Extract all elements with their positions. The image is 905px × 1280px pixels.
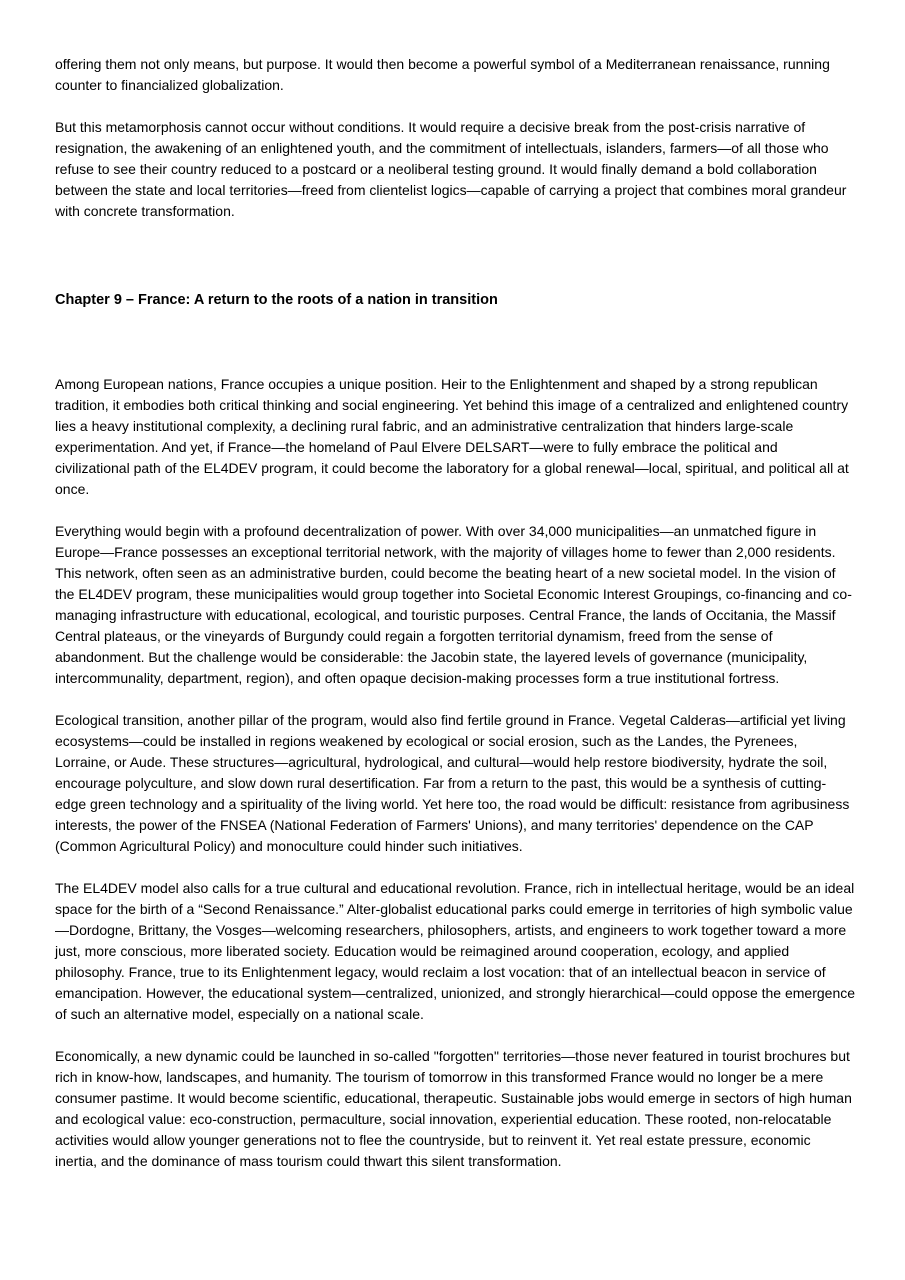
paragraph: offering them not only means, but purpose. It would then become a powerful symbol of a Mediterranean renaissance, running counter to financialized globalization. [55,56,830,93]
paragraph: But this metamorphosis cannot occur without conditions. It would require a decisive break from the post-crisis narrative of resignation, the awakening of an enlightened youth, and the commitment of intellectuals, islanders, farmers—of all those who refuse to see their country reduced to a postcard or a neoliberal testing ground. It would finally demand a bold collaboration between the state and local territories—freed from clientelist logics—capable of carrying a project that combines moral grandeur with concrete transformation. [55,119,847,219]
paragraph: The EL4DEV model also calls for a true cultural and educational revolution. France, rich in intellectual heritage, would be an ideal space for the birth of a “Second Renaissance.” Alter-globalist educational parks could emerge in territories of high symbolic value—Dordogne, Brittany, the Vosges—welcoming researchers, philosophers, artists, and engineers to work together toward a more just, more conscious, more liberated society. Education would be reimagined around cooperation, ecology, and applied philosophy. France, true to its Enlightenment legacy, would reclaim a lost vocation: that of an intellectual beacon in service of emancipation. However, the educational system—centralized, unionized, and strongly hierarchical—could oppose the emergence of such an alternative model, especially on a national scale. [55,880,856,1022]
paragraph: Among European nations, France occupies a unique position. Heir to the Enlightenment and shaped by a strong republican tradition, it embodies both critical thinking and social engineering. Yet behind this image of a centralized and enlightened country lies a heavy institutional complexity, a declining rural fabric, and an administrative centralization that hinders large-scale experimentation. And yet, if France—the homeland of Paul Elvere DELSART—were to fully embrace the political and civilizational path of the EL4DEV program, it could become the laboratory for a global renewal—local, spiritual, and political all at once. [55,376,849,497]
paragraph: Everything would begin with a profound decentralization of power. With over 34,000 municipalities—an unmatched figure in Europe—France possesses an exceptional territorial network, with the majority of villages home to fewer than 2,000 residents. This network, often seen as an administrative burden, could become the beating heart of a new societal model. In the vision of the EL4DEV program, these municipalities would group together into Societal Economic Interest Groupings, co-financing and co-managing infrastructure with educational, ecological, and touristic purposes. Central France, the lands of Occitania, the Massif Central plateaus, or the vineyards of Burgundy could regain a forgotten territorial dynamism, freed from the sense of abandonment. But the challenge would be considerable: the Jacobin state, the layered levels of governance (municipality, intercommunality, department, region), and often opaque decision-making processes form a true institutional fortress. [55,523,852,686]
paragraph: Economically, a new dynamic could be launched in so-called "forgotten" territories—those never featured in tourist brochures but rich in know-how, landscapes, and humanity. The tourism of tomorrow in this transformed France would no longer be a mere consumer pastime. It would become scientific, educational, therapeutic. Sustainable jobs would emerge in sectors of high human and ecological value: eco-construction, permaculture, social innovation, experiential education. These rooted, non-relocatable activities would allow younger generations not to flee the countryside, but to reinvent it. Yet real estate pressure, economic inertia, and the dominance of mass tourism could thwart this silent transformation. [55,1048,852,1169]
paragraph: Ecological transition, another pillar of the program, would also find fertile ground in France. Vegetal Calderas—artificial yet living ecosystems—could be installed in regions weakened by ecological or social erosion, such as the Landes, the Pyrenees, Lorraine, or Aude. These structures—agricultural, hydrological, and cultural—would help restore biodiversity, hydrate the soil, encourage polyculture, and slow down rural desertification. Far from a return to the past, this would be a synthesis of cutting-edge green technology and a spirituality of the living world. Yet here too, the road would be difficult: resistance from agribusiness interests, the power of the FNSEA (National Federation of Farmers' Unions), and many territories' dependence on the CAP (Common Agricultural Policy) and monoculture could hinder such initiatives. [55,712,850,854]
chapter-heading: Chapter 9 – France: A return to the roots of a nation in transition [55,292,498,308]
